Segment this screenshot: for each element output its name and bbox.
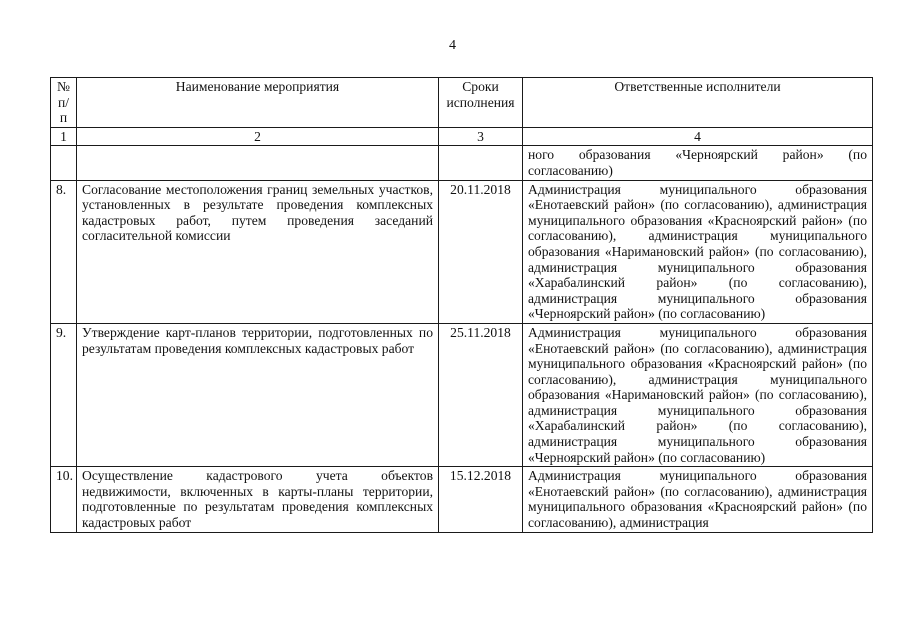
column-number: 1 <box>51 127 77 146</box>
page-number: 4 <box>449 38 456 53</box>
continuation-text: ного образования «Черноярский район» (по согласованию) <box>523 146 873 180</box>
measure-responsible: Администрация муниципального образования «Енотаевский район» (по согласованию), администрация муниципального образования «Красноярский район» (по согласованию), администрация муниципального образования «Наримановский район» (по согласованию), администрация муниципального образования «Харабалинский район» (по согласованию), администрация муниципального образования «Черноярский район» (по согласованию) <box>523 323 873 466</box>
row-number: 9. <box>51 323 77 466</box>
row-number: 8. <box>51 180 77 323</box>
column-number: 4 <box>523 127 873 146</box>
continuation-row <box>51 146 873 180</box>
measure-name: Утверждение карт-планов территории, подготовленных по результатам проведения комплексных кадастровых работ <box>77 323 439 466</box>
row-number: 10. <box>51 467 77 532</box>
header-deadline: Сроки исполнения <box>439 78 523 128</box>
table-row <box>51 180 873 323</box>
table-row <box>51 467 873 532</box>
measure-deadline: 20.11.2018 <box>439 180 523 323</box>
column-numbers-row <box>51 127 873 146</box>
column-number: 2 <box>77 127 439 146</box>
header-row <box>51 78 873 128</box>
header-responsible: Ответственные исполнители <box>523 78 873 128</box>
measure-responsible: Администрация муниципального образования «Енотаевский район» (по согласованию), администрация муниципального образования «Красноярский район» (по согласованию), администрация муниципального образования «Наримановский район» (по согласованию), администрация муниципального образования «Харабалинский район» (по согласованию), администрация муниципального образования «Черноярский район» (по согласованию) <box>523 180 873 323</box>
table-row <box>51 323 873 466</box>
measure-deadline: 15.12.2018 <box>439 467 523 532</box>
measure-name: Осуществление кадастрового учета объектов недвижимости, включенных в карты-планы территории, подготовленные по результатам проведения комплексных кадастровых работ <box>77 467 439 532</box>
column-number: 3 <box>439 127 523 146</box>
header-num: № п/п <box>51 78 77 128</box>
measure-name: Согласование местоположения границ земельных участков, установленных в результате проведения комплексных кадастровых работ, путем проведения заседаний согласительной комиссии <box>77 180 439 323</box>
header-name: Наименование мероприятия <box>77 78 439 128</box>
measure-responsible: Администрация муниципального образования «Енотаевский район» (по согласованию), администрация муниципального образования «Красноярский район» (по согласованию), администрация <box>523 467 873 532</box>
measure-deadline: 25.11.2018 <box>439 323 523 466</box>
measures-table <box>50 77 873 533</box>
